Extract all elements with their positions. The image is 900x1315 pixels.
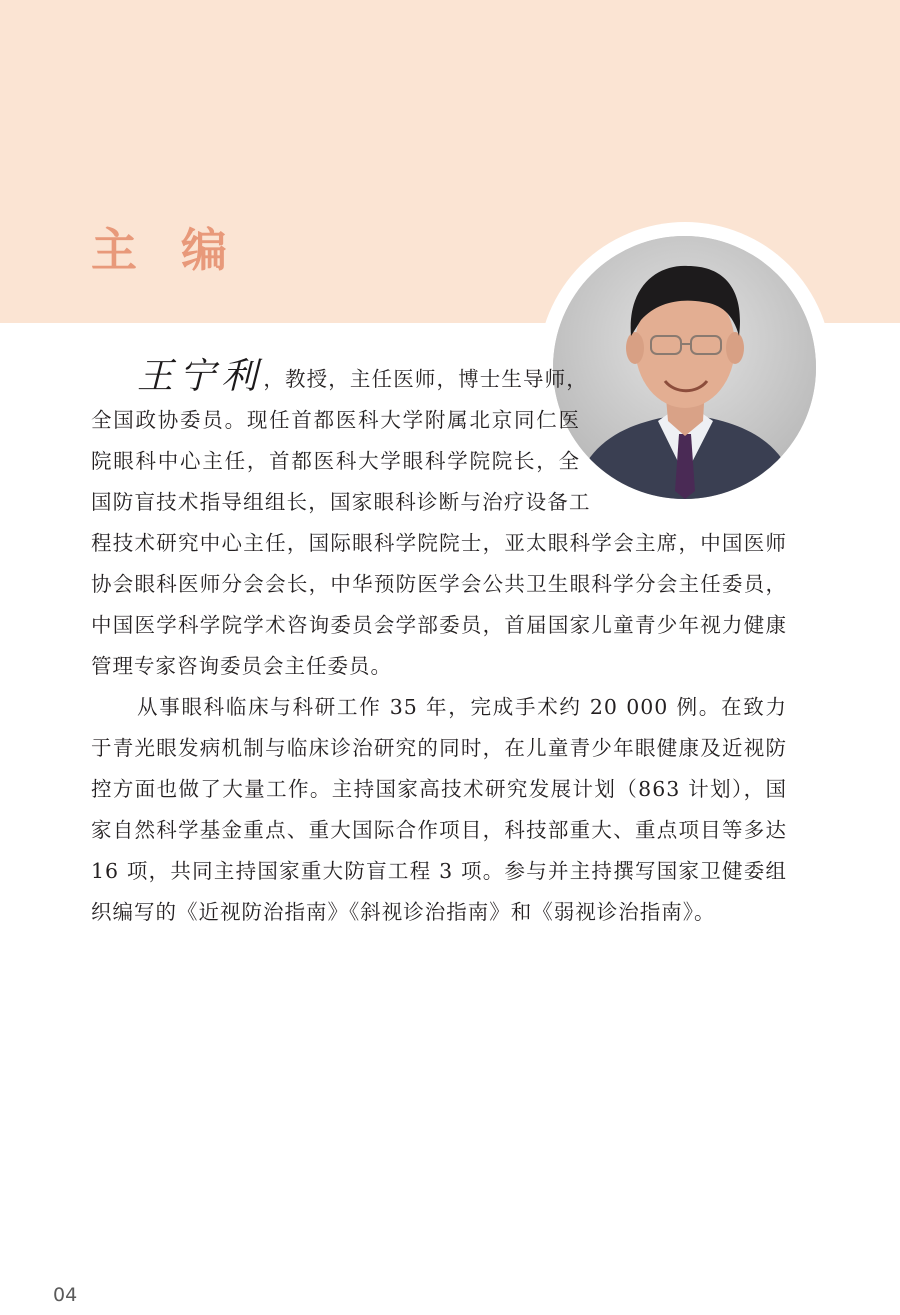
page-number: 04	[53, 1284, 78, 1306]
bio-paragraph-1-text: ，教授，主任医师，博士生导师，全国政协委员。现任首都医科大学附属北京同仁医院眼科中心主任，首都医科大学眼科学院院长，全国防盲技术指导组组长，国家眼科诊断与治疗设备工程技术研究中心主任，国际眼科学院院士，亚太眼科学会主席，中国医师协会眼科医师分会会长，中华预防医学会公共卫生眼科学分会主任委员，中国医学科学院学术咨询委员会学部委员，首届国家儿童青少年视力健康管理专家咨询委员会主任委员。	[91, 367, 787, 678]
portrait-wrap-spacer	[567, 356, 787, 520]
author-name: 王宁利	[137, 356, 264, 397]
section-title: 主 编	[91, 223, 242, 277]
author-bio	[91, 356, 787, 933]
bio-paragraph-2: 从事眼科临床与科研工作 35 年，完成手术约 20 000 例。在致力于青光眼发病机制与临床诊治研究的同时，在儿童青少年眼健康及近视防控方面也做了大量工作。主持国家高技术研究发展计划（863 计划），国家自然科学基金重点、重大国际合作项目，科技部重大、重点项目等多达 16 项，共同主持国家重大防盲工程 3 项。参与并主持撰写国家卫健委组织编写的《近视防治指南》《斜视诊治指南》和《弱视诊治指南》。	[91, 695, 787, 924]
